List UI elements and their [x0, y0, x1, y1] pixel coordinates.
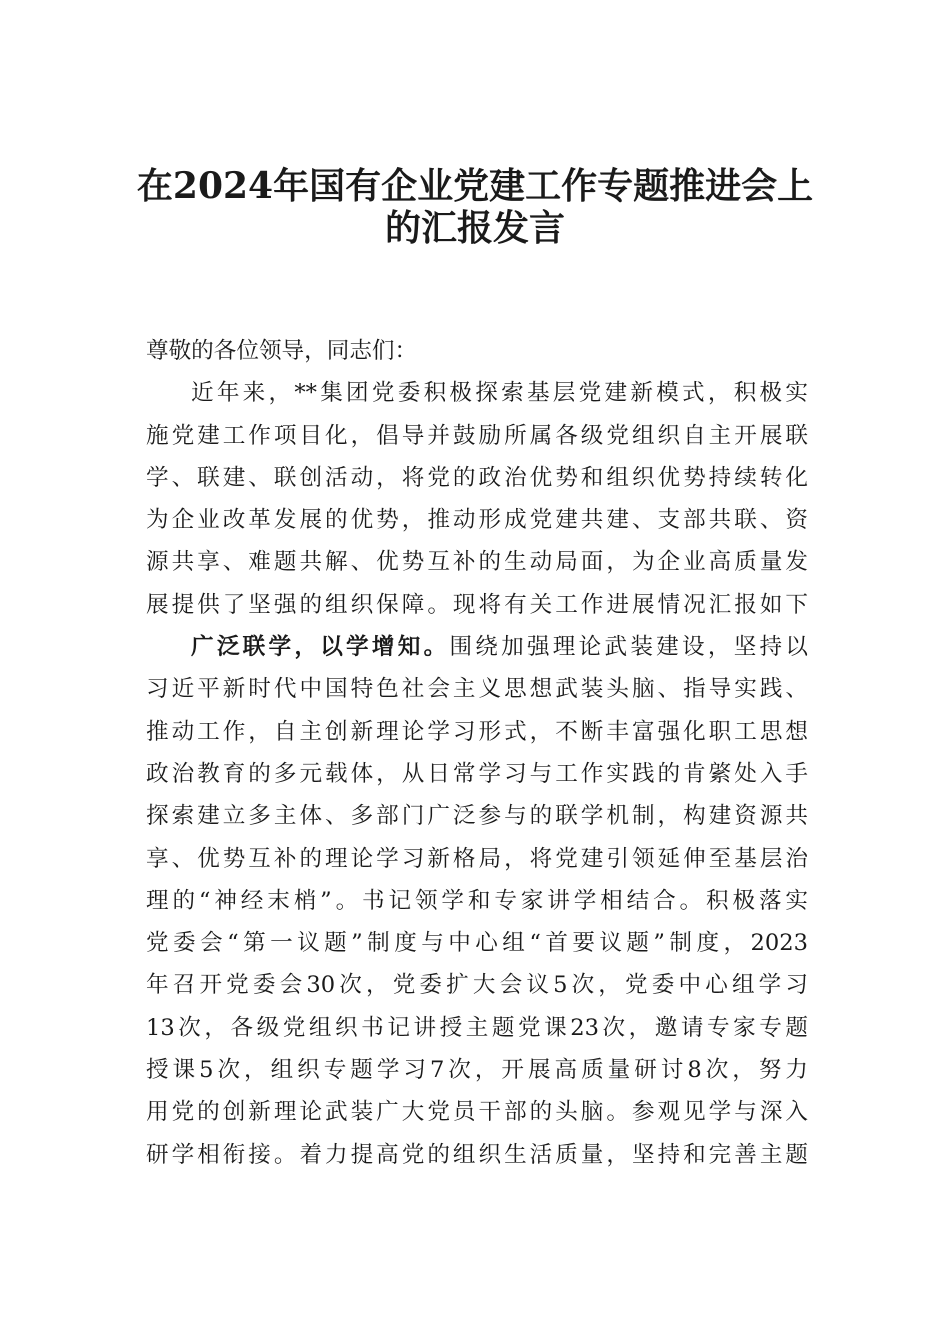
document-title-line-1: 在2024年国有企业党建工作专题推进会上: [136, 165, 814, 207]
paragraph-line: [146, 626, 808, 668]
document-body: [146, 330, 808, 1176]
paragraph-line: 年召开党委会30次，党委扩大会议5次，党委中心组学习: [146, 972, 808, 999]
paragraph-line: 政治教育的多元载体，从日常学习与工作实践的肯綮处入手: [146, 760, 808, 787]
paragraph-intro: [146, 372, 808, 626]
paragraph-line: 理的“神经末梢”。书记领学和专家讲学相结合。积极落实: [146, 887, 808, 914]
salutation: 尊敬的各位领导，同志们：: [146, 338, 418, 364]
document-title-line-2: 的汇报发言: [384, 207, 565, 249]
paragraph-line: 授课5次，组织专题学习7次，开展高质量研讨8次，努力: [146, 1057, 808, 1084]
paragraph-line: 学、联建、联创活动，将党的政治优势和组织优势持续转化: [146, 464, 808, 491]
paragraph-line: 探索建立多主体、多部门广泛参与的联学机制，构建资源共: [146, 803, 808, 830]
paragraph-section-1: [146, 626, 808, 1176]
paragraph-line: 党委会“第一议题”制度与中心组“首要议题”制度，2023: [146, 930, 808, 957]
paragraph-line: 用党的创新理论武装广大党员干部的头脑。参观见学与深入: [146, 1099, 808, 1126]
paragraph-line: 近年来，**集团党委积极探索基层党建新模式，积极实: [191, 380, 808, 407]
section-heading: 广泛联学，以学增知。: [191, 634, 450, 661]
paragraph-line: 展提供了坚强的组织保障。现将有关工作进展情况汇报如下: [146, 591, 808, 618]
section-text: 围绕加强理论武装建设，坚持以: [449, 634, 808, 661]
paragraph-line: 享、优势互补的理论学习新格局，将党建引领延伸至基层治: [146, 845, 808, 872]
paragraph-line: 研学相衔接。着力提高党的组织生活质量，坚持和完善主题: [146, 1141, 808, 1168]
paragraph-line: 施党建工作项目化，倡导并鼓励所属各级党组织自主开展联: [146, 422, 808, 449]
paragraph-line: 为企业改革发展的优势，推动形成党建共建、支部共联、资: [146, 507, 808, 534]
paragraph-line: 推动工作，自主创新理论学习形式，不断丰富强化职工思想: [146, 718, 808, 745]
paragraph-line: 源共享、难题共解、优势互补的生动局面，为企业高质量发: [146, 549, 808, 576]
paragraph-line: 13次，各级党组织书记讲授主题党课23次，邀请专家专题: [146, 1014, 808, 1041]
paragraph-line: 习近平新时代中国特色社会主义思想武装头脑、指导实践、: [146, 676, 808, 703]
